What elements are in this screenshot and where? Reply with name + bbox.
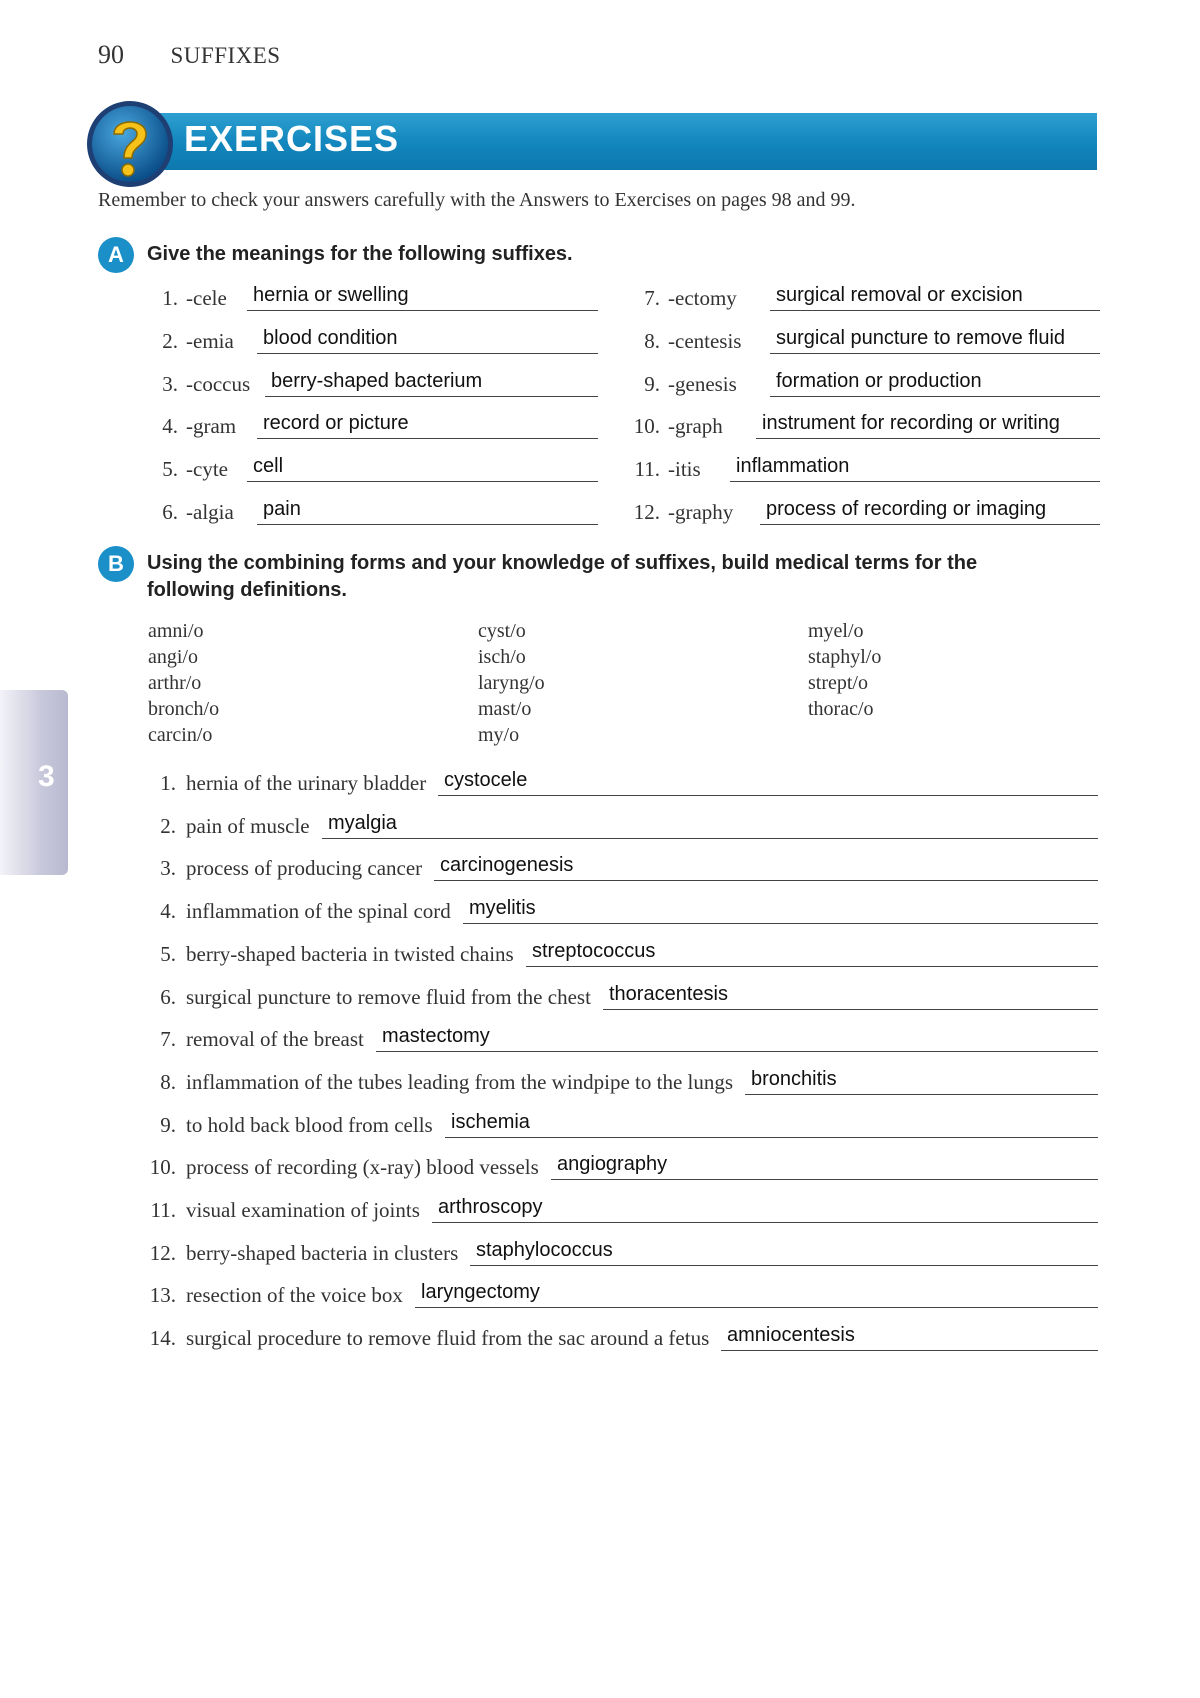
suffix-term: -ectomy	[668, 286, 737, 310]
definition-text: surgical puncture to remove fluid from the chest	[186, 985, 591, 1009]
definition-text: removal of the breast	[186, 1027, 364, 1051]
answer-line	[247, 451, 598, 482]
definition-row	[138, 1235, 1098, 1275]
definition-row	[138, 893, 1098, 933]
suffix-row	[630, 408, 1100, 448]
definition-text: surgical procedure to remove fluid from the sac around a fetus	[186, 1326, 710, 1350]
item-number: 7.	[160, 1027, 176, 1051]
suffix-term: -emia	[186, 329, 234, 353]
suffix-term: -algia	[186, 500, 234, 524]
page-number: 90	[98, 40, 124, 69]
section-title: SUFFIXES	[170, 43, 281, 68]
item-number: 7.	[644, 286, 660, 310]
suffix-term: -cele	[186, 286, 227, 310]
intro-text: Remember to check your answers carefully with the Answers to Exercises on pages 98 and 99.	[98, 189, 856, 211]
answer-line	[257, 494, 598, 525]
item-number: 5.	[160, 942, 176, 966]
suffix-term: -graphy	[668, 500, 734, 524]
item-number: 14.	[149, 1326, 176, 1350]
answer-line	[760, 494, 1100, 525]
suffix-row	[630, 323, 1100, 363]
definition-row	[138, 1149, 1098, 1189]
answer-text: inflammation	[736, 455, 850, 477]
suffix-term: -itis	[668, 457, 701, 481]
suffix-term: -graph	[668, 414, 723, 438]
section-badge-a: A	[98, 237, 134, 273]
answer-line	[438, 765, 1098, 796]
item-number: 2.	[160, 814, 176, 838]
chapter-number: 3	[38, 760, 55, 793]
definition-text: hernia of the urinary bladder	[186, 771, 427, 795]
item-number: 8.	[160, 1070, 176, 1094]
definition-text: pain of muscle	[186, 814, 310, 838]
definition-text: process of producing cancer	[186, 856, 423, 880]
combining-form: myel/o	[808, 620, 864, 642]
answer-line	[376, 1021, 1098, 1052]
running-header	[98, 40, 281, 70]
definition-row	[138, 808, 1098, 848]
answer-line	[745, 1064, 1098, 1095]
answer-text: blood condition	[263, 327, 398, 349]
definition-row	[138, 1064, 1098, 1104]
item-number: 9.	[644, 372, 660, 396]
suffix-term: -cyte	[186, 457, 228, 481]
answer-text: angiography	[557, 1153, 668, 1175]
definition-row	[138, 765, 1098, 805]
definition-row	[138, 936, 1098, 976]
question-mark-icon	[84, 98, 176, 190]
answer-line	[322, 808, 1098, 839]
exercises-title: EXERCISES	[184, 118, 400, 159]
answer-text: cystocele	[444, 769, 528, 791]
answer-text: surgical puncture to remove fluid	[776, 327, 1066, 349]
combining-form: carcin/o	[148, 724, 213, 746]
item-number: 11.	[150, 1198, 176, 1222]
definition-text: to hold back blood from cells	[186, 1113, 433, 1137]
answer-line	[257, 408, 598, 439]
answer-text: record or picture	[263, 412, 409, 434]
definition-text: visual examination of joints	[186, 1198, 420, 1222]
definition-row	[138, 1192, 1098, 1232]
answer-text: formation or production	[776, 370, 982, 392]
combining-form: laryng/o	[478, 672, 545, 694]
answer-text: hernia or swelling	[253, 284, 409, 306]
item-number: 11.	[634, 457, 660, 481]
suffix-term: -coccus	[186, 372, 251, 396]
answer-text: bronchitis	[751, 1068, 837, 1090]
answer-line	[730, 451, 1100, 482]
suffix-term: -genesis	[668, 372, 737, 396]
item-number: 4.	[162, 414, 178, 438]
answer-text: laryngectomy	[421, 1281, 540, 1303]
combining-form: bronch/o	[148, 698, 220, 720]
answer-line	[445, 1107, 1098, 1138]
definition-row	[138, 979, 1098, 1019]
combining-form: mast/o	[478, 698, 532, 720]
suffix-row	[148, 323, 598, 363]
combining-form: arthr/o	[148, 672, 202, 694]
combining-forms-column	[148, 618, 219, 748]
answer-line	[265, 366, 598, 397]
definition-text: berry-shaped bacteria in clusters	[186, 1241, 459, 1265]
suffix-term: -gram	[186, 414, 237, 438]
answer-line	[603, 979, 1098, 1010]
answer-line	[432, 1192, 1098, 1223]
answer-line	[257, 323, 598, 354]
answer-text: surgical removal or excision	[776, 284, 1023, 306]
item-number: 2.	[162, 329, 178, 353]
answer-line	[770, 280, 1100, 311]
answer-line	[526, 936, 1098, 967]
item-number: 9.	[160, 1113, 176, 1137]
part-a-heading: Give the meanings for the following suffixes.	[147, 243, 573, 265]
definition-row	[138, 1021, 1098, 1061]
suffix-row	[148, 366, 598, 406]
item-number: 12.	[633, 500, 660, 524]
answer-text: berry-shaped bacterium	[271, 370, 483, 392]
suffix-row	[148, 408, 598, 448]
combining-form: my/o	[478, 724, 520, 746]
item-number: 1.	[162, 286, 178, 310]
answer-line	[247, 280, 598, 311]
answer-line	[770, 366, 1100, 397]
answer-line	[463, 893, 1098, 924]
answer-text: thoracentesis	[609, 983, 728, 1005]
answer-text: staphylococcus	[476, 1239, 613, 1261]
item-number: 5.	[162, 457, 178, 481]
item-number: 10.	[633, 414, 660, 438]
combining-form: amni/o	[148, 620, 204, 642]
item-number: 3.	[160, 856, 176, 880]
suffix-row	[148, 494, 598, 534]
combining-forms-column	[478, 618, 545, 748]
definition-row	[138, 1320, 1098, 1360]
definition-text: resection of the voice box	[186, 1283, 403, 1307]
part-b-heading	[147, 550, 977, 604]
answer-text: ischemia	[451, 1111, 530, 1133]
combining-form: cyst/o	[478, 620, 526, 642]
item-number: 6.	[160, 985, 176, 1009]
answer-line	[756, 408, 1100, 439]
suffix-row	[630, 494, 1100, 534]
suffix-row	[630, 280, 1100, 320]
chapter-side-tab	[0, 690, 68, 875]
combining-form: thorac/o	[808, 698, 874, 720]
part-b-heading-line-2: following definitions.	[147, 579, 347, 601]
suffix-row	[630, 366, 1100, 406]
answer-text: carcinogenesis	[440, 854, 574, 876]
suffix-term: -centesis	[668, 329, 742, 353]
answer-line	[434, 850, 1098, 881]
answer-line	[770, 323, 1100, 354]
definition-text: inflammation of the spinal cord	[186, 899, 451, 923]
suffix-row	[148, 451, 598, 491]
definition-row	[138, 850, 1098, 890]
combining-form: strept/o	[808, 672, 868, 694]
answer-line	[721, 1320, 1098, 1351]
item-number: 6.	[162, 500, 178, 524]
answer-text: myelitis	[469, 897, 536, 919]
item-number: 4.	[160, 899, 176, 923]
answer-text: mastectomy	[382, 1025, 490, 1047]
section-badge-b: B	[98, 546, 134, 582]
definition-text: process of recording (x-ray) blood vessels	[186, 1155, 539, 1179]
combining-form: angi/o	[148, 646, 198, 668]
item-number: 3.	[162, 372, 178, 396]
answer-text: myalgia	[328, 812, 397, 834]
answer-text: pain	[263, 498, 301, 520]
definition-text: berry-shaped bacteria in twisted chains	[186, 942, 514, 966]
combining-form: staphyl/o	[808, 646, 882, 668]
item-number: 8.	[644, 329, 660, 353]
item-number: 12.	[149, 1241, 176, 1265]
answer-text: cell	[253, 455, 284, 477]
item-number: 10.	[149, 1155, 176, 1179]
answer-text: amniocentesis	[727, 1324, 855, 1346]
definition-text: inflammation of the tubes leading from the windpipe to the lungs	[186, 1070, 734, 1094]
item-number: 13.	[149, 1283, 176, 1307]
suffix-row	[148, 280, 598, 320]
definition-row	[138, 1107, 1098, 1147]
answer-text: process of recording or imaging	[766, 498, 1047, 520]
answer-text: instrument for recording or writing	[762, 412, 1060, 434]
answer-line	[415, 1277, 1098, 1308]
combining-form: isch/o	[478, 646, 526, 668]
definition-row	[138, 1277, 1098, 1317]
answer-line	[470, 1235, 1098, 1266]
answer-line	[551, 1149, 1098, 1180]
part-b-heading-line-1: Using the combining forms and your knowledge of suffixes, build medical terms for the	[147, 552, 978, 574]
suffix-row	[630, 451, 1100, 491]
combining-forms-column	[808, 618, 881, 722]
answer-text: streptococcus	[532, 940, 656, 962]
answer-text: arthroscopy	[438, 1196, 543, 1218]
item-number: 1.	[160, 771, 176, 795]
